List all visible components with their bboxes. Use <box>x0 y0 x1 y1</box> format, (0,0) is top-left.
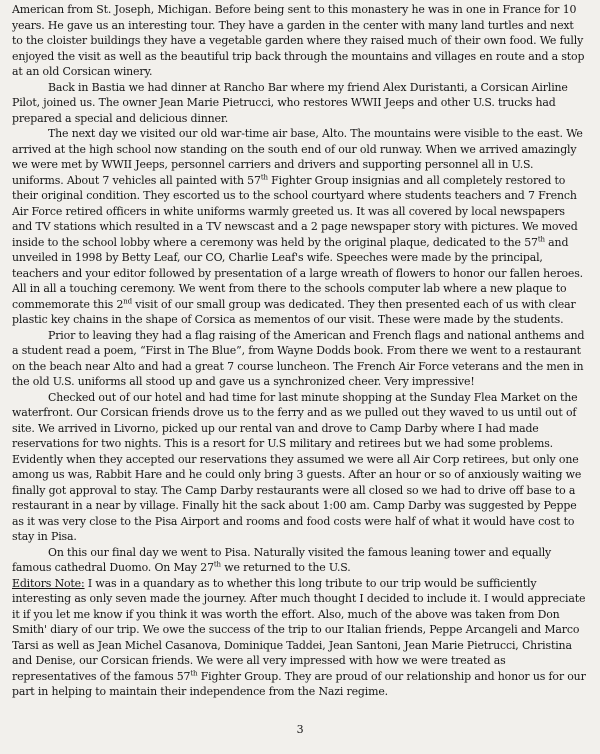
paragraph-pisa-final-day: On this our final day we went to Pisa. Naturally visited the famous leaning tower and equally famous cathedral Duomo. On May 27th we returned to the U.S. <box>12 545 552 574</box>
paragraph-bastia-dinner: Back in Bastia we had dinner at Rancho Bar where my friend Alex Duristanti, a Corsican Airline Pilot, joined us. The owner Jean Marie Pietrucci, who restores WWII Jeeps and other U.S. trucks had prepared a special and delicious dinner. <box>12 80 568 125</box>
editors-note-label: Editors Note: <box>12 576 85 590</box>
paragraph-camp-darby: Checked out of our hotel and had time for last minute shopping at the Sunday Flea Market on the waterfront. Our Corsican friends drove us to the ferry and as we pulled out they waved to us until out of site. We arrived in Livorno, picked up our rental van and drove to Camp Darby where I had made reservations for two nights. This is a resort for U.S military and retirees but we had some problems. Evidently when they accepted our reservations they assumed we were all Air Corp retirees, but only one among us was, Rabbit Hare and he could only bring 3 guests. After an hour or so of anxiously waiting we finally got approval to stay. The Camp Darby restaurants were all closed so we had to drive off base to a restaurant in a near by village. Finally hit the sack about 1:00 am. Camp Darby was suggested by Peppe as it was very close to the Pisa Airport and rooms and food costs were half of what it would have cost to stay in Pisa. <box>12 390 582 543</box>
editors-note-text: I was in a quandary as to whether this long tribute to our trip would be sufficiently interesting as only seven made the journey. After much thought I decided to include it. I would appreciate it if you let me know if you think it was worth the effort. Also, much of the above was taken from Don Smith' diary of our trip. We owe the success of the trip to our Italian friends, Peppe Arcangeli and Marco Tarsi as well as Jean Michel Casanova, Dominique Taddei, Jean Santoni, Jean Marie Pietrucci, Christina and Denise, our Corsican friends. We were all very impressed with how we were treated as representatives of the famous 57th Fighter Group. They are proud of our relationship and honor us for our part in helping to maintain their independence from the Nazi regime. <box>12 576 586 698</box>
page-number: 3 <box>296 723 304 736</box>
paragraph-monastery-tour: American from St. Joseph, Michigan. Before being sent to this monastery he was in one in France for 10 years. He gave us an interesting tour. They have a garden in the center with many land turtles and next to the cloister buildings they have a vegetable garden where they raised much of their own food. We fully enjoyed the visit as well as the beautiful trip back through the mountains and villages en route and a stop at an old Corsican winery. <box>12 3 585 78</box>
editors-note <box>12 576 586 700</box>
paragraph-alto-visit: The next day we visited our old war-time air base, Alto. The mountains were visible to the east. We arrived at the high school now standing on the south end of our old runway. When we arrived amazingly we were met by WWII Jeeps, personnel carriers and drivers and supporting personnel all in U.S. uniforms. About 7 vehicles all painted with 57th Fighter Group insignias and all completely restored to their original condition. They escorted us to the school courtyard where students teachers and 7 French Air Force retired officers in white uniforms warmly greeted us. It was all covered by local newspapers and TV stations which resulted in a TV newscast and a 2 page newspaper story with pictures. We moved inside to the school lobby where a ceremony was held by the original plaque, dedicated to the 57th and unveiled in 1998 by Betty Leaf, our CO, Charlie Leaf's wife. Speeches were made by the principal, teachers and your editor followed by presentation of a large wreath of flowers to honor our fallen heroes. All in all a touching ceremony. We went from there to the schools computer lab where a new plaque to commemorate this 2nd visit of our small group was dedicated. They then presented each of us with clear plastic key chains in the shape of Corsica as mementos of our visit. These were made by the students. <box>12 127 584 326</box>
paragraph-flag-raising: Prior to leaving they had a flag raising of the American and French flags and national anthems and a student read a poem, “First in The Blue”, from Wayne Dodds book. From there we went to a restaurant on the beach near Alto and had a great 7 course luncheon. The French Air Force veterans and the men in the old U.S. uniforms all stood up and gave us a synchronized cheer. Very impressive! <box>12 328 585 388</box>
